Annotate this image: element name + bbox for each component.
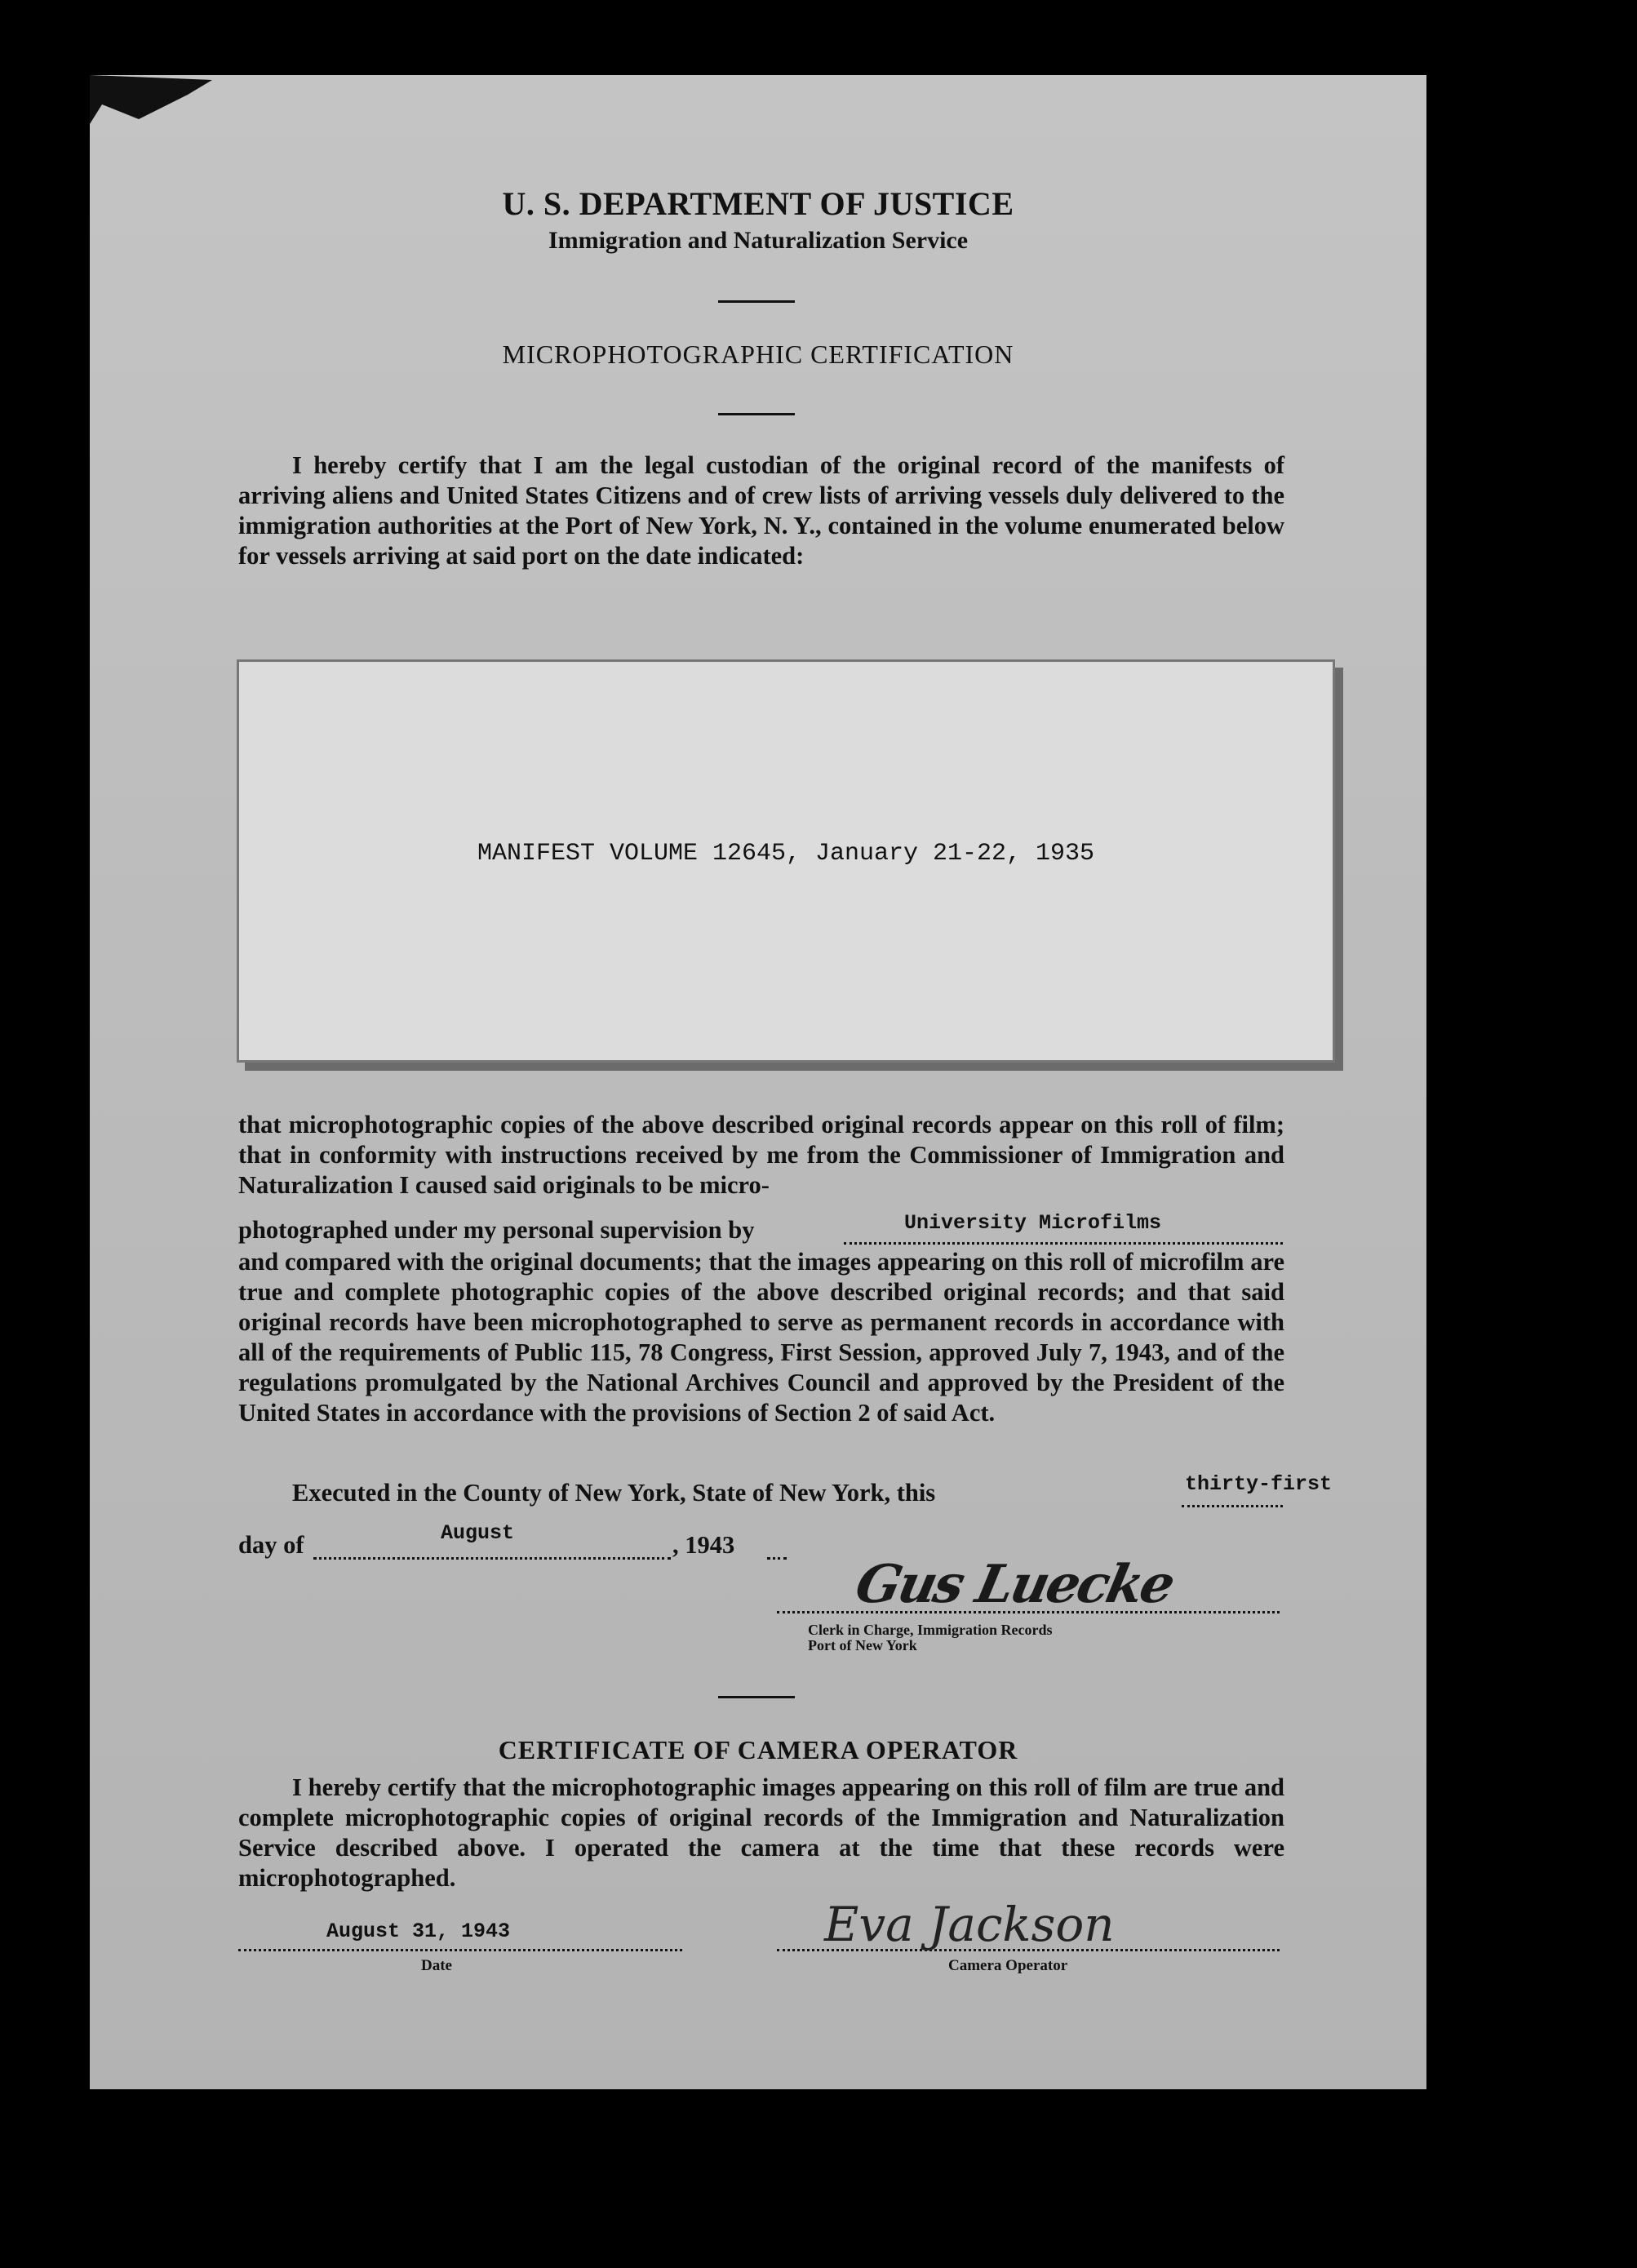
manifest-volume-text: MANIFEST VOLUME 12645, January 21-22, 1935	[477, 840, 1095, 868]
operator-signature-text: Eva Jackson	[824, 1897, 1115, 1952]
clerk-label	[808, 1622, 1052, 1653]
certification-title: MICROPHOTOGRAPHIC CERTIFICATION	[502, 340, 1014, 369]
divider-1	[718, 300, 795, 303]
copies-paragraph: that microphotographic copies of the above described original records appear on this roll of film; that in conformity with instructions received by me from the Commissioner of Immigration and Naturalization I caused said originals to be micro-	[238, 1111, 1284, 1199]
clerk-signature	[850, 1554, 1178, 1615]
supervision-prefix: photographed under my personal supervision by	[238, 1216, 755, 1244]
supervision-line	[238, 1211, 1284, 1245]
executed-day-value: thirty-first	[1185, 1472, 1333, 1496]
executed-day-dotted-line	[1182, 1505, 1283, 1507]
year-prefix: , 1943	[672, 1531, 735, 1559]
compliance-paragraph: and compared with the original documents; that the images appearing on this roll of microfilm are true and complete photographic copies of the above described original records; and that said original records have been microphotographed to serve as permanent records in accordance with all of the requirements of Public 115, 78 Congress, First Session, approved July 7, 1943, and of the regulations promulgated by the National Archives Council and approved by the President of the United States in accordance with the provisions of Section 2 of said Act.	[238, 1248, 1284, 1427]
month-value: August	[441, 1521, 515, 1545]
date-value: August 31, 1943	[326, 1920, 511, 1943]
operator-label: Camera Operator	[948, 1957, 1068, 1974]
department-heading: U. S. DEPARTMENT OF JUSTICE	[502, 185, 1014, 222]
date-label: Date	[421, 1957, 452, 1974]
corner-damage-mark	[90, 75, 212, 124]
executed-prefix: Executed in the County of New York, State of New York, this	[292, 1479, 936, 1507]
supervisor-dotted-line	[844, 1242, 1283, 1245]
clerk-signature-text: Gus Luecke	[850, 1554, 1178, 1615]
certificate-page	[90, 75, 1426, 2089]
custodian-paragraph: I hereby certify that I am the legal custodian of the original record of the manifests of arriving aliens and United States Citizens and of crew lists of arriving vessels duly delivered to the immigration authorities at the Port of New York, N. Y., contained in the volume enumerated below for vessels arriving at said port on the date indicated:	[238, 451, 1284, 570]
camera-operator-paragraph: I hereby certify that the microphotographic images appearing on this roll of film are true and complete microphotographic copies of original records of the Immigration and Naturalization Service described above. I operated the camera at the time that these records were microphotographed.	[238, 1773, 1284, 1892]
divider-2	[718, 413, 795, 415]
clerk-label-line2: Port of New York	[808, 1637, 917, 1653]
date-dotted-line	[238, 1949, 682, 1951]
supervisor-value: University Microfilms	[904, 1211, 1162, 1235]
day-of-prefix: day of	[238, 1531, 304, 1559]
month-dotted-line	[313, 1557, 671, 1560]
service-subheading: Immigration and Naturalization Service	[548, 227, 969, 254]
divider-3	[718, 1696, 795, 1698]
camera-operator-title: CERTIFICATE OF CAMERA OPERATOR	[498, 1735, 1018, 1764]
executed-line	[238, 1472, 1333, 1507]
clerk-label-line1: Clerk in Charge, Immigration Records	[808, 1622, 1053, 1638]
operator-signature	[824, 1897, 1115, 1952]
manifest-volume-box	[237, 659, 1335, 1063]
year-dotted-line	[767, 1557, 787, 1560]
